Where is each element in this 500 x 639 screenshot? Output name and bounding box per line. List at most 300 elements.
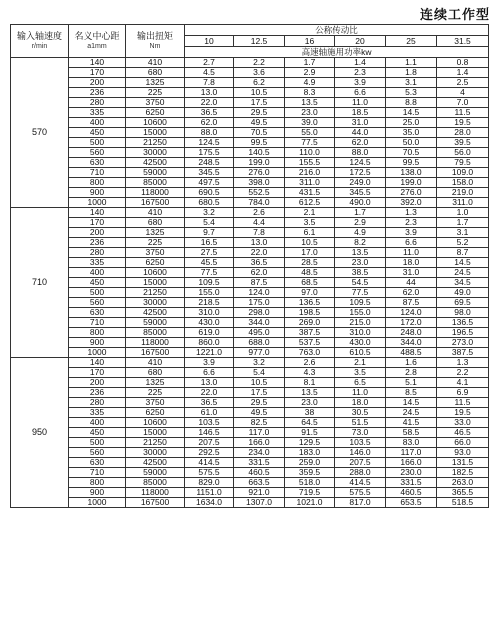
- power-cell: 610.5: [335, 348, 386, 358]
- power-cell: 99.5: [386, 158, 437, 168]
- power-cell: 172.5: [335, 168, 386, 178]
- power-cell: 24.5: [437, 268, 489, 278]
- center-distance-cell: 800: [69, 328, 126, 338]
- power-cell: 414.5: [185, 458, 234, 468]
- power-cell: 5.1: [386, 378, 437, 388]
- power-cell: 62.0: [234, 268, 285, 278]
- power-cell: 4.1: [437, 378, 489, 388]
- power-cell: 3.9: [386, 228, 437, 238]
- table-row: [11, 308, 489, 318]
- power-cell: 344.0: [386, 338, 437, 348]
- power-cell: 55.0: [285, 128, 335, 138]
- power-cell: 276.0: [386, 188, 437, 198]
- power-cell: 1.1: [386, 58, 437, 68]
- table-row: [11, 228, 489, 238]
- power-cell: 23.0: [285, 108, 335, 118]
- table-row: [11, 488, 489, 498]
- table-row: [11, 118, 489, 128]
- power-cell: 249.0: [335, 178, 386, 188]
- center-distance-cell: 630: [69, 158, 126, 168]
- torque-header-unit: Nm: [149, 43, 161, 50]
- power-cell: 183.0: [285, 448, 335, 458]
- power-cell: 77.5: [285, 138, 335, 148]
- power-cell: 860.0: [185, 338, 234, 348]
- power-cell: 344.0: [234, 318, 285, 328]
- power-cell: 8.7: [437, 248, 489, 258]
- power-cell: 310.0: [185, 308, 234, 318]
- speed-header-label: 输入轴速度: [16, 31, 62, 41]
- torque-cell: 6250: [126, 408, 185, 418]
- power-cell: 310.0: [335, 328, 386, 338]
- ratio-cell: 20: [335, 36, 386, 47]
- power-cell: 4.4: [234, 218, 285, 228]
- table-row: [11, 138, 489, 148]
- torque-cell: 85000: [126, 178, 185, 188]
- power-cell: 39.5: [437, 138, 489, 148]
- torque-cell: 225: [126, 88, 185, 98]
- power-cell: 4.9: [335, 228, 386, 238]
- power-cell: 28.0: [437, 128, 489, 138]
- torque-cell: 6250: [126, 258, 185, 268]
- power-cell: 69.5: [437, 298, 489, 308]
- table-row: [11, 278, 489, 288]
- table-row: [11, 428, 489, 438]
- table-row: [11, 168, 489, 178]
- power-cell: 345.5: [335, 188, 386, 198]
- power-cell: 688.0: [234, 338, 285, 348]
- torque-cell: 167500: [126, 498, 185, 508]
- power-cell: 93.0: [437, 448, 489, 458]
- power-cell: 1.4: [437, 68, 489, 78]
- power-cell: 46.5: [437, 428, 489, 438]
- power-cell: 22.0: [185, 98, 234, 108]
- power-cell: 45.5: [185, 258, 234, 268]
- power-cell: 311.0: [437, 198, 489, 208]
- ratio-header: 公称传动比: [185, 25, 489, 36]
- table-row: [11, 88, 489, 98]
- power-cell: 18.0: [386, 258, 437, 268]
- center-header-label: 名义中心距: [74, 31, 120, 41]
- power-cell: 24.5: [386, 408, 437, 418]
- table-row: [11, 268, 489, 278]
- table-row: [11, 148, 489, 158]
- center-distance-cell: 200: [69, 78, 126, 88]
- power-cell: 829.0: [185, 478, 234, 488]
- power-cell: 44: [386, 278, 437, 288]
- power-cell: 1.7: [437, 218, 489, 228]
- power-cell: 273.0: [437, 338, 489, 348]
- power-cell: 175.0: [234, 298, 285, 308]
- power-cell: 398.0: [234, 178, 285, 188]
- power-cell: 663.5: [234, 478, 285, 488]
- table-row: [11, 198, 489, 208]
- table-row: [11, 388, 489, 398]
- power-cell: 13.5: [285, 388, 335, 398]
- power-cell: 87.5: [386, 298, 437, 308]
- power-cell: 784.0: [234, 198, 285, 208]
- power-cell: 17.5: [234, 98, 285, 108]
- power-cell: 431.5: [285, 188, 335, 198]
- input-speed-cell: 570: [11, 58, 69, 208]
- ratio-cell: 25: [386, 36, 437, 47]
- center-distance-cell: 500: [69, 438, 126, 448]
- power-cell: 8.2: [335, 238, 386, 248]
- center-distance-cell: 280: [69, 248, 126, 258]
- power-cell: 1634.0: [185, 498, 234, 508]
- power-cell: 1.3: [386, 208, 437, 218]
- power-cell: 110.0: [285, 148, 335, 158]
- power-cell: 5.3: [386, 88, 437, 98]
- power-cell: 495.0: [234, 328, 285, 338]
- power-cell: 17.5: [234, 388, 285, 398]
- table-row: [11, 258, 489, 268]
- center-distance-cell: 1000: [69, 198, 126, 208]
- torque-cell: 30000: [126, 448, 185, 458]
- power-cell: 4.3: [285, 368, 335, 378]
- power-cell: 331.5: [386, 478, 437, 488]
- ratio-cell: 10: [185, 36, 234, 47]
- power-cell: 1.0: [437, 208, 489, 218]
- power-cell: 87.5: [234, 278, 285, 288]
- power-cell: 49.5: [234, 118, 285, 128]
- table-row: [11, 178, 489, 188]
- center-distance-cell: 280: [69, 98, 126, 108]
- power-cell: 22.0: [234, 248, 285, 258]
- power-cell: 16.5: [185, 238, 234, 248]
- power-cell: 77.5: [335, 288, 386, 298]
- ratio-cell: 31.5: [437, 36, 489, 47]
- power-cell: 196.5: [437, 328, 489, 338]
- ratio-cell: 16: [285, 36, 335, 47]
- power-cell: 345.5: [185, 168, 234, 178]
- power-cell: 1307.0: [234, 498, 285, 508]
- power-cell: 2.1: [285, 208, 335, 218]
- center-distance-cell: 560: [69, 148, 126, 158]
- torque-cell: 10600: [126, 118, 185, 128]
- power-cell: 10.5: [285, 238, 335, 248]
- torque-cell: 680: [126, 68, 185, 78]
- power-cell: 10.5: [234, 378, 285, 388]
- center-distance-cell: 900: [69, 338, 126, 348]
- torque-cell: 15000: [126, 428, 185, 438]
- power-cell: 537.5: [285, 338, 335, 348]
- power-cell: 19.5: [437, 408, 489, 418]
- power-cell: 3.1: [437, 228, 489, 238]
- center-distance-cell: 500: [69, 138, 126, 148]
- table-row: [11, 358, 489, 368]
- power-cell: 5.4: [185, 218, 234, 228]
- power-cell: 763.0: [285, 348, 335, 358]
- power-cell: 248.0: [386, 328, 437, 338]
- torque-cell: 15000: [126, 128, 185, 138]
- center-distance-cell: 900: [69, 488, 126, 498]
- power-cell: 88.0: [335, 148, 386, 158]
- power-cell: 98.0: [437, 308, 489, 318]
- power-cell: 30.5: [335, 408, 386, 418]
- table-row: [11, 128, 489, 138]
- power-cell: 2.9: [285, 68, 335, 78]
- power-cell: 14.5: [386, 108, 437, 118]
- center-distance-cell: 140: [69, 358, 126, 368]
- power-cell: 48.5: [285, 268, 335, 278]
- power-cell: 2.2: [437, 368, 489, 378]
- table-row: [11, 238, 489, 248]
- power-cell: 33.0: [437, 418, 489, 428]
- torque-cell: 6250: [126, 108, 185, 118]
- power-cell: 6.6: [185, 368, 234, 378]
- torque-cell: 10600: [126, 418, 185, 428]
- torque-cell: 1325: [126, 78, 185, 88]
- center-distance-cell: 335: [69, 258, 126, 268]
- power-cell: 73.0: [335, 428, 386, 438]
- torque-cell: 85000: [126, 328, 185, 338]
- power-cell: 31.0: [335, 118, 386, 128]
- torque-cell: 42500: [126, 308, 185, 318]
- torque-cell: 30000: [126, 148, 185, 158]
- power-cell: 392.0: [386, 198, 437, 208]
- power-cell: 6.6: [335, 88, 386, 98]
- torque-cell: 15000: [126, 278, 185, 288]
- torque-cell: 59000: [126, 468, 185, 478]
- torque-cell: 225: [126, 238, 185, 248]
- power-cell: 62.0: [185, 118, 234, 128]
- power-cell: 248.5: [185, 158, 234, 168]
- power-cell: 155.0: [335, 308, 386, 318]
- center-distance-cell: 200: [69, 378, 126, 388]
- power-cell: 430.0: [335, 338, 386, 348]
- table-row: [11, 218, 489, 228]
- power-cell: 103.5: [185, 418, 234, 428]
- power-cell: 1.7: [285, 58, 335, 68]
- power-cell: 11.0: [386, 248, 437, 258]
- power-cell: 2.9: [335, 218, 386, 228]
- power-cell: 1221.0: [185, 348, 234, 358]
- center-distance-cell: 560: [69, 448, 126, 458]
- torque-cell: 118000: [126, 488, 185, 498]
- power-cell: 35.0: [386, 128, 437, 138]
- power-cell: 38: [285, 408, 335, 418]
- table-row: [11, 98, 489, 108]
- power-cell: 29.5: [234, 398, 285, 408]
- power-cell: 1021.0: [285, 498, 335, 508]
- power-cell: 387.5: [285, 328, 335, 338]
- torque-cell: 59000: [126, 318, 185, 328]
- power-cell: 234.0: [234, 448, 285, 458]
- table-row: [11, 58, 489, 68]
- power-cell: 3.6: [234, 68, 285, 78]
- speed-header: [11, 25, 69, 58]
- torque-cell: 167500: [126, 348, 185, 358]
- power-cell: 921.0: [234, 488, 285, 498]
- torque-header-label: 输出扭矩: [136, 31, 173, 41]
- center-distance-cell: 170: [69, 368, 126, 378]
- power-cell: 66.0: [437, 438, 489, 448]
- center-distance-cell: 335: [69, 108, 126, 118]
- power-header: 高速轴施用功率kw: [185, 47, 489, 58]
- power-cell: 146.0: [335, 448, 386, 458]
- power-cell: 1151.0: [185, 488, 234, 498]
- power-cell: 619.0: [185, 328, 234, 338]
- center-distance-cell: 236: [69, 388, 126, 398]
- power-cell: 158.0: [437, 178, 489, 188]
- power-cell: 97.0: [285, 288, 335, 298]
- speed-header-unit: r/min: [31, 43, 48, 50]
- power-cell: 109.5: [335, 298, 386, 308]
- power-cell: 6.2: [234, 78, 285, 88]
- power-cell: 11.0: [335, 98, 386, 108]
- torque-cell: 118000: [126, 188, 185, 198]
- power-cell: 2.7: [185, 58, 234, 68]
- page-title: 连续工作型: [419, 7, 490, 22]
- table-row: [11, 438, 489, 448]
- power-cell: 49.0: [437, 288, 489, 298]
- power-cell: 54.5: [335, 278, 386, 288]
- power-cell: 690.5: [185, 188, 234, 198]
- table-row: [11, 398, 489, 408]
- table-row: [11, 108, 489, 118]
- power-cell: 131.5: [437, 458, 489, 468]
- power-cell: 8.5: [386, 388, 437, 398]
- power-cell: 109.0: [437, 168, 489, 178]
- center-distance-header: [69, 25, 126, 58]
- power-cell: 2.8: [386, 368, 437, 378]
- power-cell: 166.0: [386, 458, 437, 468]
- power-cell: 7.0: [437, 98, 489, 108]
- power-cell: 331.5: [234, 458, 285, 468]
- center-distance-cell: 335: [69, 408, 126, 418]
- power-cell: 1.7: [335, 208, 386, 218]
- power-cell: 117.0: [234, 428, 285, 438]
- power-cell: 719.5: [285, 488, 335, 498]
- center-distance-cell: 560: [69, 298, 126, 308]
- power-cell: 175.5: [185, 148, 234, 158]
- center-distance-cell: 140: [69, 208, 126, 218]
- torque-cell: 3750: [126, 398, 185, 408]
- power-cell: 1.4: [335, 58, 386, 68]
- power-cell: 136.5: [437, 318, 489, 328]
- power-cell: 2.5: [437, 78, 489, 88]
- power-cell: 88.0: [185, 128, 234, 138]
- center-distance-cell: 450: [69, 278, 126, 288]
- power-cell: 2.2: [234, 58, 285, 68]
- power-cell: 5.2: [437, 238, 489, 248]
- power-cell: 14.5: [386, 398, 437, 408]
- power-cell: 218.5: [185, 298, 234, 308]
- table-row: [11, 328, 489, 338]
- power-cell: 103.5: [335, 438, 386, 448]
- power-cell: 4: [437, 88, 489, 98]
- power-cell: 199.0: [234, 158, 285, 168]
- power-cell: 3.9: [335, 78, 386, 88]
- torque-cell: 410: [126, 208, 185, 218]
- power-cell: 8.3: [285, 88, 335, 98]
- power-cell: 365.5: [437, 488, 489, 498]
- power-cell: 70.5: [234, 128, 285, 138]
- power-cell: 6.6: [386, 238, 437, 248]
- torque-cell: 167500: [126, 198, 185, 208]
- center-distance-cell: 236: [69, 238, 126, 248]
- power-cell: 39.0: [285, 118, 335, 128]
- power-cell: 3.5: [335, 368, 386, 378]
- power-cell: 215.0: [335, 318, 386, 328]
- center-distance-cell: 170: [69, 218, 126, 228]
- power-cell: 166.0: [234, 438, 285, 448]
- power-cell: 9.7: [185, 228, 234, 238]
- torque-cell: 10600: [126, 268, 185, 278]
- table-row: [11, 348, 489, 358]
- torque-cell: 21250: [126, 288, 185, 298]
- power-cell: 2.6: [285, 358, 335, 368]
- power-cell: 36.5: [185, 398, 234, 408]
- center-distance-cell: 630: [69, 458, 126, 468]
- power-cell: 22.0: [185, 388, 234, 398]
- power-cell: 230.0: [386, 468, 437, 478]
- power-cell: 146.5: [185, 428, 234, 438]
- power-cell: 51.5: [335, 418, 386, 428]
- power-cell: 6.1: [285, 228, 335, 238]
- power-cell: 4.9: [285, 78, 335, 88]
- table-row: [11, 478, 489, 488]
- torque-cell: 85000: [126, 478, 185, 488]
- power-cell: 460.5: [234, 468, 285, 478]
- torque-cell: 30000: [126, 298, 185, 308]
- table-row: [11, 248, 489, 258]
- power-cell: 25.0: [386, 118, 437, 128]
- table-row: [11, 338, 489, 348]
- power-cell: 124.5: [185, 138, 234, 148]
- table-row: [11, 408, 489, 418]
- center-distance-cell: 710: [69, 318, 126, 328]
- power-cell: 8.8: [386, 98, 437, 108]
- power-cell: 36.5: [185, 108, 234, 118]
- table-row: [11, 368, 489, 378]
- power-cell: 10.5: [234, 88, 285, 98]
- center-distance-cell: 800: [69, 478, 126, 488]
- torque-cell: 118000: [126, 338, 185, 348]
- power-cell: 11.5: [437, 398, 489, 408]
- power-cell: 288.0: [335, 468, 386, 478]
- torque-cell: 59000: [126, 168, 185, 178]
- torque-cell: 42500: [126, 458, 185, 468]
- power-cell: 38.5: [335, 268, 386, 278]
- power-cell: 6.9: [437, 388, 489, 398]
- center-distance-cell: 236: [69, 88, 126, 98]
- power-cell: 387.5: [437, 348, 489, 358]
- power-cell: 653.5: [386, 498, 437, 508]
- table-row: [11, 298, 489, 308]
- torque-cell: 21250: [126, 438, 185, 448]
- torque-cell: 225: [126, 388, 185, 398]
- center-distance-cell: 1000: [69, 498, 126, 508]
- power-cell: 27.5: [185, 248, 234, 258]
- power-rating-table: [10, 24, 489, 508]
- power-cell: 518.0: [285, 478, 335, 488]
- center-distance-cell: 710: [69, 168, 126, 178]
- power-cell: 17.0: [285, 248, 335, 258]
- power-cell: 91.5: [285, 428, 335, 438]
- power-cell: 129.5: [285, 438, 335, 448]
- power-cell: 2.3: [386, 218, 437, 228]
- center-distance-cell: 800: [69, 178, 126, 188]
- power-cell: 0.8: [437, 58, 489, 68]
- power-cell: 1.3: [437, 358, 489, 368]
- power-cell: 1.6: [386, 358, 437, 368]
- table-row: [11, 188, 489, 198]
- center-distance-cell: 280: [69, 398, 126, 408]
- power-cell: 8.1: [285, 378, 335, 388]
- power-cell: 11.0: [335, 388, 386, 398]
- power-cell: 490.0: [335, 198, 386, 208]
